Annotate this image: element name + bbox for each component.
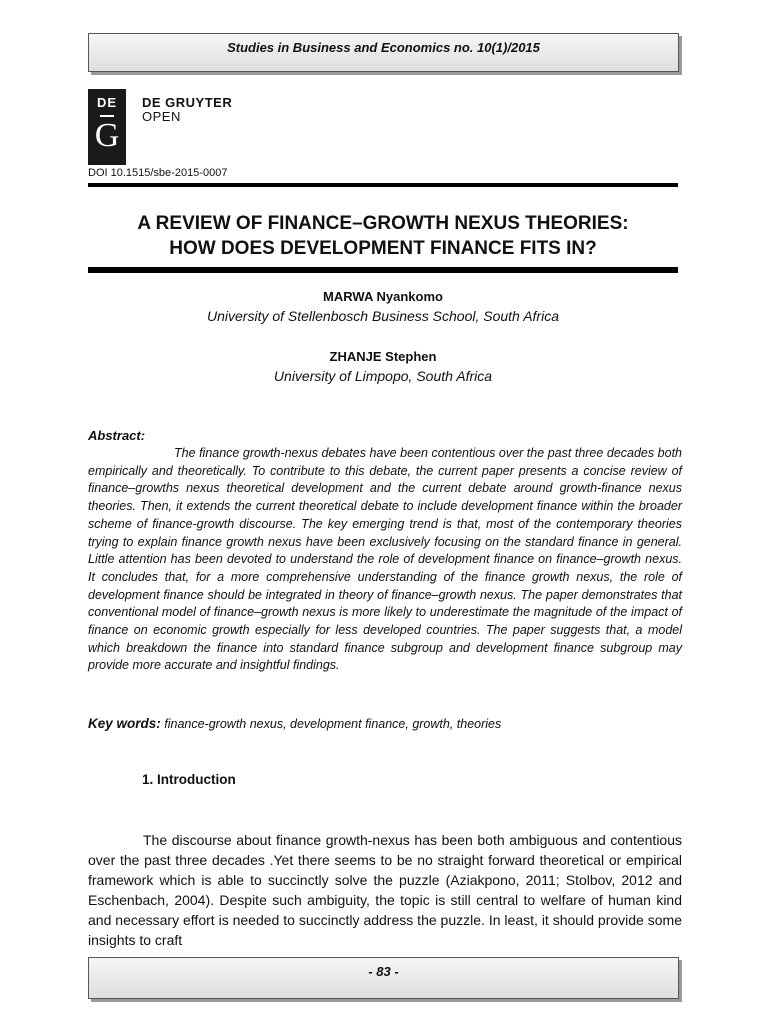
title-rule-bottom xyxy=(88,267,678,273)
author-affiliation: University of Limpopo, South Africa xyxy=(273,368,493,384)
journal-header xyxy=(88,33,679,72)
author-name: MARWA Nyankomo xyxy=(323,289,443,304)
publisher-sub: OPEN xyxy=(142,109,181,124)
keywords-label: Key words: xyxy=(88,716,161,731)
page-footer xyxy=(88,957,679,999)
paper-title xyxy=(88,211,678,261)
abstract-text: The finance growth-nexus debates have been contentious over the past three decades both empirically and theoretically. To contribute to this debate, the current paper presents a concise review of finance–growths nexus theoretical development and the current debate around growth-finance nexus theories. Then, it extends the current theoretical debate to include development finance within the broader scheme of finance-growth discourse. The key emerging trend is that, most of the contemporary theories trying to explain finance growth nexus have been exclusively focusing on the standard finance in general. Little attention has been devoted to understand the role of development finance on finance–growth nexus. It concludes that, for a more comprehensive understanding of the finance growth nexus, the role of development finance should be integrated in theory of finance–growth nexus. The paper demonstrates that conventional model of finance–growth nexus is more likely to underestimate the magnitude of the impact of finance on economic growth especially for less developed countries. The paper suggests that, a model which breakdown the finance into standard finance subgroup and development finance subgroup may provide more accurate and insightful findings. xyxy=(88,446,682,673)
publisher-name-block xyxy=(142,96,232,124)
author-name: ZHANJE Stephen xyxy=(329,349,437,364)
doi: DOI 10.1515/sbe-2015-0007 xyxy=(88,167,228,179)
de-gruyter-logo xyxy=(88,89,126,165)
logo-de-text: DE xyxy=(96,95,118,110)
page-number: - 83 - xyxy=(368,964,399,979)
title-rule-top xyxy=(88,183,678,187)
keywords xyxy=(88,716,501,731)
author-affiliation: University of Stellenbosch Business School, South Africa xyxy=(207,308,559,324)
keywords-text: finance-growth nexus, development finance, growth, theories xyxy=(160,717,502,731)
author-block xyxy=(88,348,678,386)
author-block xyxy=(88,288,678,326)
section-heading-introduction: 1. Introduction xyxy=(142,772,236,787)
publisher-name: DE GRUYTER xyxy=(142,95,233,110)
abstract-heading: Abstract: xyxy=(88,428,146,443)
introduction-text: The discourse about finance growth-nexus has been both ambiguous and contentious over the past three decades .Yet there seems to be no straight forward theoretical or empirical framework which is able to succinctly solve the puzzle (Aziakpono, 2011; Stolbov, 2012 and Eschenbach, 2004). Despite such ambiguity, the topic is still central to welfare of human kind and necessary effort is needed to succinctly address the puzzle. In least, it should provide some insights to craft xyxy=(88,832,682,948)
title-line-1: A REVIEW OF FINANCE–GROWTH NEXUS THEORIES: xyxy=(137,213,629,234)
logo-g-letter: G xyxy=(94,117,120,154)
title-line-2: HOW DOES DEVELOPMENT FINANCE FITS IN? xyxy=(169,238,597,259)
journal-header-text: Studies in Business and Economics no. 10(1)/2015 xyxy=(227,40,540,55)
